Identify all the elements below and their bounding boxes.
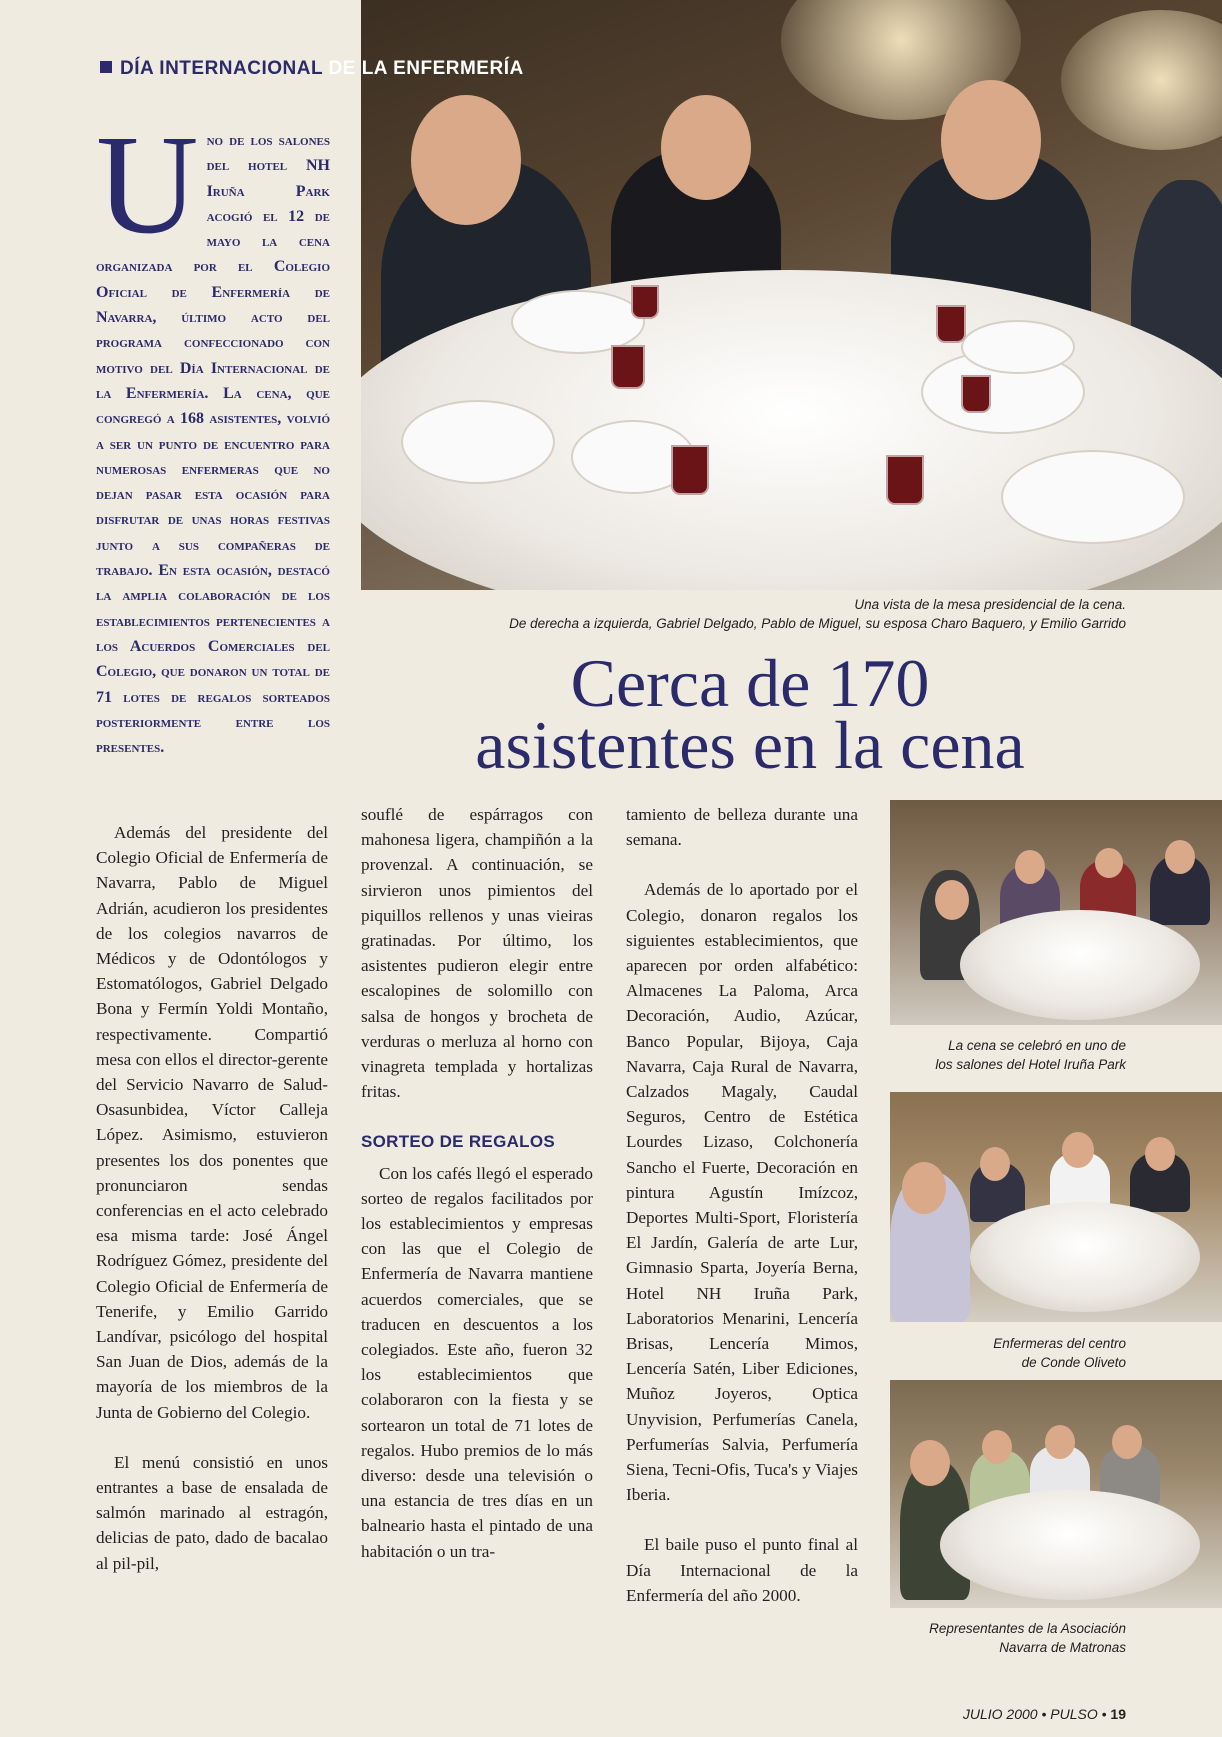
side-photo-2-caption — [993, 1334, 1126, 1372]
side-caption-1-line2: los salones del Hotel Iruña Park — [935, 1057, 1126, 1072]
drop-cap: U — [96, 105, 199, 263]
section-label-part2: DE LA ENFERMERÍA — [328, 58, 524, 79]
footer-separator-2: • — [1101, 1706, 1111, 1722]
side-photo-3 — [890, 1380, 1222, 1608]
side-photo-1-caption — [935, 1036, 1126, 1074]
column-2 — [361, 802, 593, 1589]
headline-line1: Cerca de 170 — [570, 645, 930, 721]
square-bullet-icon — [100, 61, 112, 73]
main-caption-line1: Una vista de la mesa presidencial de la cena. — [854, 597, 1126, 612]
page-footer — [963, 1706, 1126, 1722]
column-2-paragraph-2: Con los cafés llegó el esperado sorteo de regalos facilitados por los establecimientos y empresas con las que el Colegio de Enfermería de Navarra mantiene acuerdos comerciales, que se traducen en descuentos a los colegiados. Este año, fueron 32 los establecimientos que colaboraron con la fiesta y se sortearon un total de 71 lotes de regalos. Hubo premios de lo más diverso: desde una televisión o una estancia de tres días en un balneario hasta el pintado de una habitación o un tra- — [361, 1163, 593, 1561]
side-caption-3-line2: Navarra de Matronas — [999, 1640, 1126, 1655]
main-photo-caption — [326, 595, 1126, 633]
side-photo-2 — [890, 1092, 1222, 1322]
footer-magazine: PULSO — [1050, 1706, 1098, 1722]
footer-separator-1: • — [1041, 1706, 1051, 1722]
main-photo — [361, 0, 1222, 590]
footer-month: JULIO 2000 — [962, 1706, 1038, 1722]
side-caption-2-line1: Enfermeras del centro — [993, 1336, 1126, 1351]
column-1-paragraph-2: El menú consistió en unos entrantes a base de ensalada de salmón marinado al estragón, delicias de pato, dado de bacalao al pil-pil, — [96, 1452, 328, 1573]
column-1 — [96, 820, 328, 1601]
side-photo-3-caption — [929, 1619, 1126, 1657]
column-2-paragraph-1: souflé de espárragos con mahonesa ligera, champiñón a la provenzal. A continuación, se sirvieron unos pimientos del piquillos rellenos y unas vieiras gratinadas. Por último, los asistentes pudieron elegir entre escalopines de solomillo con salsa de hongos y brocheta de verduras o merluza al horno con vinagreta templada y hortalizas fritas. — [361, 805, 593, 1102]
column-3-paragraph-1: tamiento de belleza durante una semana. — [626, 805, 858, 850]
column-1-paragraph-1: Además del presidente del Colegio Oficial de Enfermería de Navarra, Pablo de Miguel Adrián, acudieron los presidentes de los colegios navarros de Médicos y de Odontólogos y Estomatólogos, Gabriel Delgado Bona y Fermín Yoldi Montaño, respectivamente. Compartió mesa con ellos el director-gerente del Servicio Navarro de Salud-Osasunbidea, Víctor Calleja López. Asimismo, estuvieron presentes los dos ponentes que pronunciaron sendas conferencias en el acto celebrado esa misma tarde: José Ángel Rodríguez Gómez, presidente del Colegio Oficial de Enfermería de Tenerife, y Emilio Garrido Landívar, psicólogo del hospital San Juan de Dios, además de la mayoría de los miembros de la Junta de Gobierno del Colegio. — [96, 823, 328, 1422]
side-caption-3-line1: Representantes de la Asociación — [929, 1621, 1126, 1636]
intro-text: no de los salones del hotel NH Iruña Park acogió el 12 de mayo la cena organizada por el Colegio Oficial de Enfermería de Navarra, último acto del programa confeccionado con motivo del Día Internacional de la Enfermería. La cena, que congregó a 168 asistentes, volvió a ser un punto de encuentro para numerosas enfermeras que no dejan pasar esta ocasión para disfrutar de unas horas festivas junto a sus compañeras de trabajo. En esta ocasión, destacó la amplia colaboración de los establecimientos pertenecientes a los Acuerdos Comerciales del Colegio, que donaron un total de 71 lotes de regalos sorteados posteriormente entre los presentes. — [96, 132, 330, 757]
headline-line2: asistentes en la cena — [475, 707, 1025, 783]
intro-paragraph — [96, 105, 330, 760]
side-photo-1 — [890, 800, 1222, 1025]
main-caption-line2: De derecha a izquierda, Gabriel Delgado, Pablo de Miguel, su esposa Charo Baquero, y Emilio Garrido — [509, 616, 1126, 631]
column-3 — [626, 802, 858, 1633]
headline — [360, 645, 1140, 783]
side-caption-1-line1: La cena se celebró en uno de — [948, 1038, 1126, 1053]
section-label-part1: DÍA INTERNACIONAL — [120, 58, 323, 79]
subhead-sorteo: SORTEO DE REGALOS — [361, 1132, 556, 1152]
column-3-paragraph-3: El baile puso el punto final al Día Internacional de la Enfermería del año 2000. — [626, 1535, 858, 1605]
section-label — [100, 58, 524, 80]
side-caption-2-line2: de Conde Oliveto — [1021, 1355, 1126, 1370]
page-number: 19 — [1110, 1706, 1126, 1722]
column-3-paragraph-2: Además de lo aportado por el Colegio, donaron regalos los siguientes establecimientos, que aparecen por orden alfabético: Almacenes La Paloma, Arca Decoración, Audio, Azúcar, Banco Popular, Bijoya, Caja Navarra, Caja Rural de Navarra, Calzados Magaly, Caudal Seguros, Centro de Estética Lourdes Lizaso, Colchonería Sancho el Fuerte, Decoración en pintura Agustín Imízcoz, Deportes Multi-Sport, Floristería El Jardín, Galería de arte Lur, Gimnasio Sparta, Joyería Berna, Hotel NH Iruña Park, Laboratorios Menarini, Lencería Brisas, Lencería Mimos, Lencería Satén, Liber Ediciones, Muñoz Joyeros, Optica Unyvision, Perfumerías Canela, Perfumerías Salvia, Perfumería Siena, Tecni-Ofis, Tuca's y Viajes Iberia. — [626, 880, 858, 1505]
